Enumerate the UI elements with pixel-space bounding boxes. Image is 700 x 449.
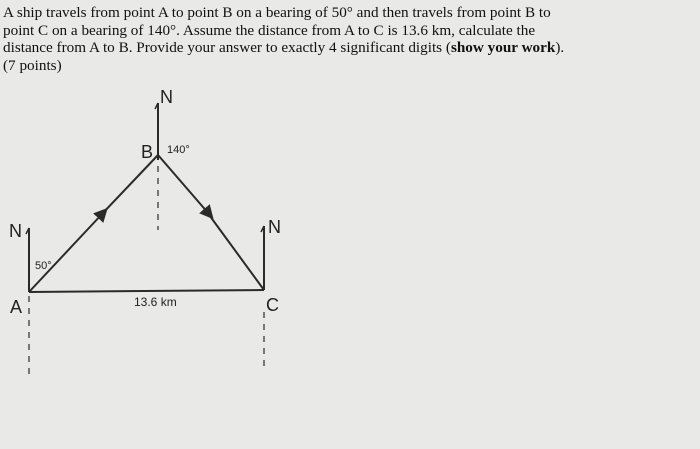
distance-label-ac: 13.6 km <box>134 295 177 309</box>
path-bc-start <box>158 155 209 214</box>
point-label-b: B <box>141 142 154 162</box>
north-label-a: N <box>9 221 22 241</box>
question-line-3-end: ). <box>555 39 565 56</box>
question-line-3-start: distance from A to B. Provide your answer to exactly 4 significant digits ( <box>3 39 451 56</box>
point-label-a: A <box>10 297 23 317</box>
north-label-b: N <box>160 87 173 107</box>
path-ab-start <box>29 213 103 292</box>
angle-label-a: 50° <box>35 260 52 272</box>
point-label-c: C <box>266 295 279 315</box>
path-ab-end <box>101 155 158 215</box>
path-ac <box>29 290 264 292</box>
north-label-c: N <box>268 217 281 237</box>
angle-label-b: 140° <box>167 144 190 156</box>
question-line-2: point C on a bearing of 140°. Assume the distance from A to C is 13.6 km, calculate the <box>3 21 536 39</box>
path-bc-end <box>207 212 264 290</box>
question-emphasis: show your work <box>450 39 556 56</box>
question-line-1: A ship travels from point A to point B on a bearing of 50° and then travels from point B to <box>3 4 551 21</box>
points-label: (7 points) <box>3 56 62 74</box>
